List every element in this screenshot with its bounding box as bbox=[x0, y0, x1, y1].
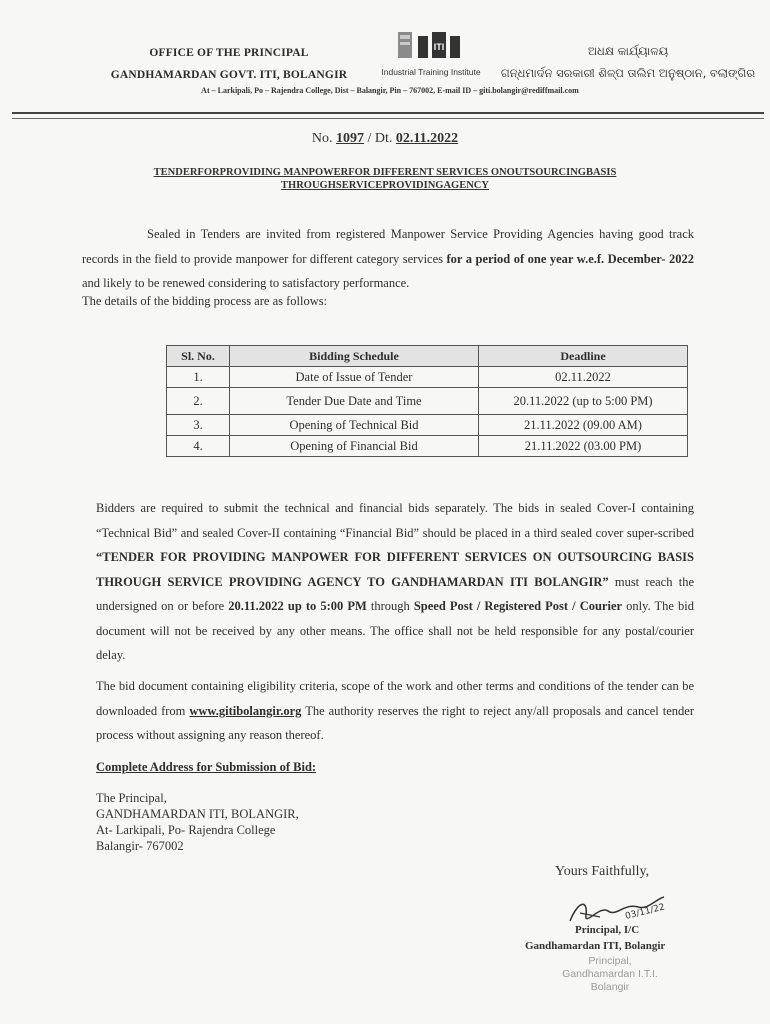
iti-logo bbox=[372, 30, 490, 77]
table-row bbox=[167, 415, 688, 436]
closing-salutation: Yours Faithfully, bbox=[555, 864, 650, 879]
address-block bbox=[96, 790, 299, 854]
tender-subject bbox=[90, 166, 680, 192]
subject-line-2: THROUGHSERVICEPROVIDINGAGENCY bbox=[281, 180, 489, 191]
row4-schedule: Opening of Financial Bid bbox=[230, 436, 479, 457]
stamp-line-3: Bolangir bbox=[590, 981, 630, 993]
svg-text:ITI: ITI bbox=[433, 42, 445, 52]
header-rule-thick bbox=[12, 112, 764, 114]
row2-deadline: 20.11.2022 (up to 5:00 PM) bbox=[479, 388, 688, 415]
row1-schedule: Date of Issue of Tender bbox=[230, 367, 479, 388]
ref-date-label: / Dt. bbox=[367, 131, 393, 146]
row1-slno: 1. bbox=[167, 367, 230, 388]
ref-no-label: No. bbox=[311, 131, 333, 146]
stamp-line-1: Principal, bbox=[588, 955, 632, 967]
row3-slno: 3. bbox=[167, 415, 230, 436]
institute-name-odia: ଗନ୍ଧମାର୍ଦନ ସରକାରୀ ଶିଳ୍ପ ତାଲିମ ଅନୁଷ୍ଠାନ, ବଲାଙ୍ଗିର bbox=[500, 66, 756, 80]
bidding-schedule-table bbox=[166, 345, 688, 457]
row4-deadline: 21.11.2022 (03.00 PM) bbox=[479, 436, 688, 457]
row3-deadline: 21.11.2022 (09.00 AM) bbox=[479, 415, 688, 436]
intro-paragraph: Sealed in Tenders are invited from registered Manpower Service Providing Agencies having good track records in the field to provide manpower for different category services for a period of one year w.e.f. December- 2022 and likely to be renewed considering to satisfactory performance. bbox=[82, 227, 694, 290]
signatory-title: Principal, I/C bbox=[575, 924, 640, 936]
iti-logo-icon bbox=[396, 30, 466, 60]
address-line-2: GANDHAMARDAN ITI, BOLANGIR, bbox=[96, 807, 299, 821]
signature-date: 03/11/22 bbox=[624, 902, 666, 922]
reference-number bbox=[0, 131, 770, 147]
address-heading: Complete Address for Submission of Bid: bbox=[96, 760, 317, 774]
signatory-institute: Gandhamardan ITI, Bolangir bbox=[525, 940, 666, 952]
address-line-4: Balangir- 767002 bbox=[96, 839, 184, 853]
submission-paragraph: Bidders are required to submit the technical and financial bids separately. The bids in sealed Cover-I containing “Technical Bid” and sealed Cover-II containing “Financial Bid” should be placed in a third sealed cover super-scribed “TENDER FOR PROVIDING MANPOWER FOR DIFFERENT SERVICES ON OUTSOURCING BASIS THROUGH SERVICE PROVIDING AGENCY TO GANDHAMARDAN ITI BOLANGIR” must reach the undersigned on or before 20.11.2022 up to 5:00 PM through Speed Post / Registered Post / Courier only. The bid document will not be received by any other means. The office shall not be held responsible for any postal/courier delay. bbox=[96, 501, 695, 662]
header-rule-thin bbox=[12, 118, 764, 119]
address-line-3: At- Larkipali, Po- Rajendra College bbox=[96, 823, 276, 837]
office-header-english bbox=[98, 42, 360, 86]
col-header-schedule: Bidding Schedule bbox=[230, 346, 479, 367]
ref-date: 02.11.2022 bbox=[395, 131, 459, 146]
row4-slno: 4. bbox=[167, 436, 230, 457]
website-link[interactable]: www.gitibolangir.org bbox=[189, 703, 302, 718]
subject-line-1: TENDERFORPROVIDING MANPOWERFOR DIFFERENT SERVICES ONOUTSOURCINGBASIS bbox=[153, 167, 617, 178]
table-row bbox=[167, 367, 688, 388]
download-paragraph: The bid document containing eligibility criteria, scope of the work and other terms and conditions of the tender can be downloaded from www.gitibolangir.org The authority reserves the right to reject any/all proposals and cancel tender process without assigning any reason thereof. bbox=[96, 679, 694, 742]
office-stamp bbox=[545, 955, 675, 994]
col-header-slno: Sl. No. bbox=[167, 346, 230, 367]
table-header-row bbox=[167, 346, 688, 367]
stamp-line-2: Gandhamardan I.T.I. bbox=[562, 968, 658, 980]
details-line: The details of the bidding process are as follows: bbox=[82, 294, 328, 308]
office-title: OFFICE OF THE PRINCIPAL bbox=[149, 47, 309, 59]
office-title-odia: ଅଧକ୍ଷ କାର୍ଯ୍ୟାଳୟ bbox=[587, 44, 669, 58]
row3-schedule: Opening of Technical Bid bbox=[230, 415, 479, 436]
table-row bbox=[167, 436, 688, 457]
header-address: At – Larkipali, Po – Rajendra College, Dist – Balangir, Pin – 767002, E-mail ID – giti.bolangir@rediffmail.com bbox=[201, 86, 579, 95]
row1-deadline: 02.11.2022 bbox=[479, 367, 688, 388]
address-line-1: The Principal, bbox=[96, 791, 167, 805]
logo-caption: Industrial Training Institute bbox=[381, 67, 481, 77]
table-row bbox=[167, 388, 688, 415]
col-header-deadline: Deadline bbox=[479, 346, 688, 367]
office-header-odia bbox=[488, 40, 768, 84]
row2-slno: 2. bbox=[167, 388, 230, 415]
ref-number: 1097 bbox=[336, 131, 364, 146]
institute-name: GANDHAMARDAN GOVT. ITI, BOLANGIR bbox=[110, 69, 348, 81]
row2-schedule: Tender Due Date and Time bbox=[230, 388, 479, 415]
